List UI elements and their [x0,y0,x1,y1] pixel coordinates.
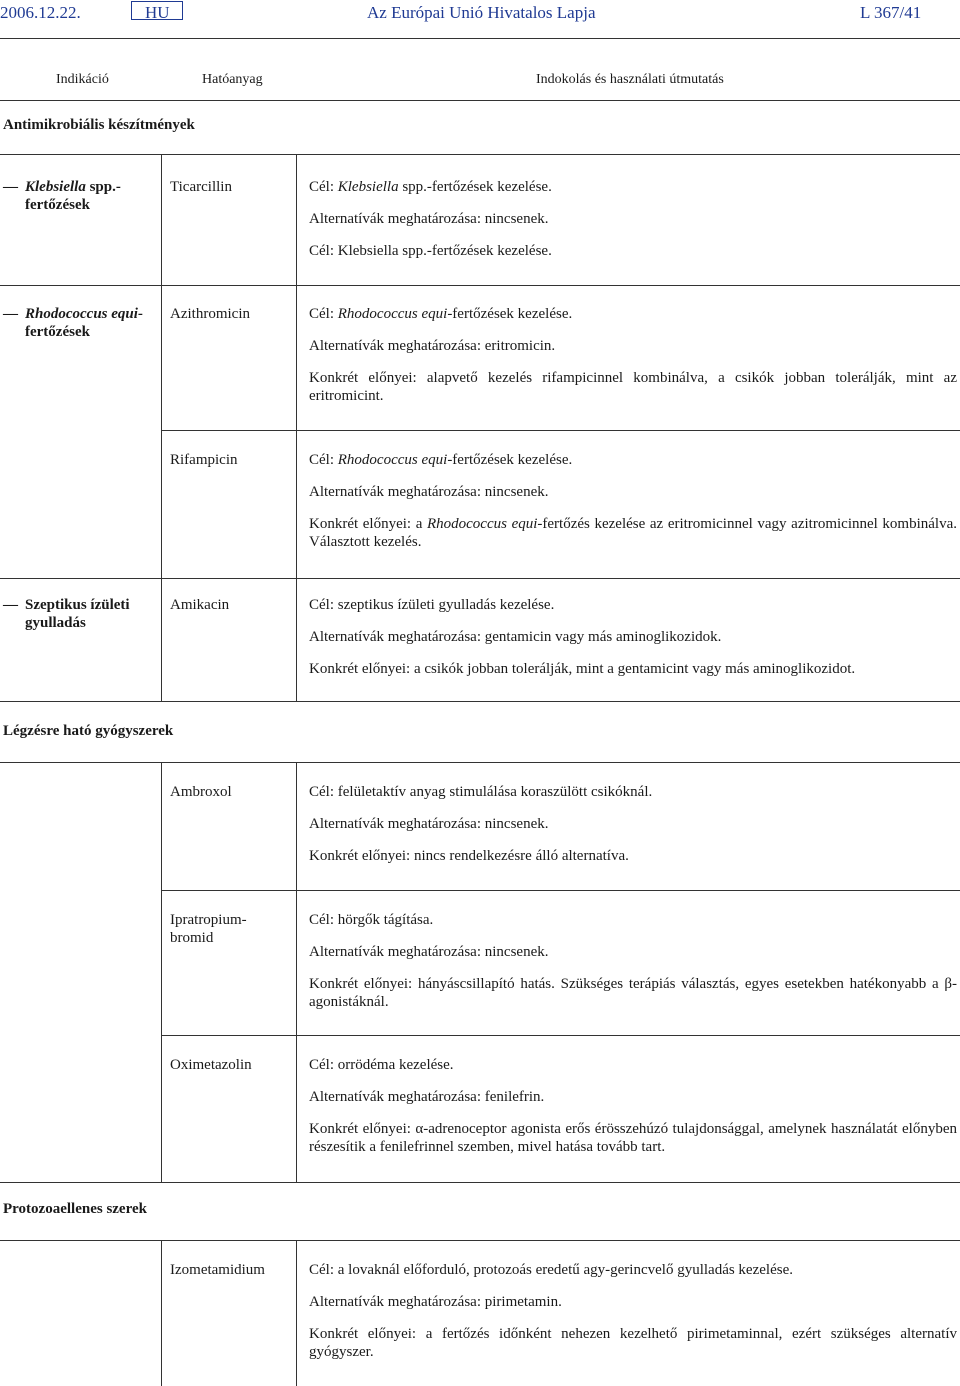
benefits-line: Konkrét előnyei: a Rhodococcus equi-fertőzés kezelése az eritromicinnel vagy azitromicinnel kombinálva. Választott kezelés. [309,516,957,550]
column-header-rule [0,100,960,101]
section-end-rule [0,701,960,702]
section-rule [0,1240,960,1241]
indication-rhodococcus-species: Rhodococcus equi [25,306,138,322]
drug-ipratropium-bromide: Ipratropium-bromid [170,912,247,946]
benefits-line: Konkrét előnyei: nincs rendelkezésre álló alternatíva. [309,848,629,864]
indication-klebsiella [3,178,153,214]
dash-mark: — [3,597,18,613]
goal-line: Cél: Rhodococcus equi-fertőzések kezelése. [309,452,573,468]
alternatives-line: Alternatívák meghatározása: nincsenek. [309,944,549,960]
goal-line: Cél: szeptikus ízületi gyulladás kezelése. [309,597,555,613]
column-divider [161,154,162,701]
row-rule [161,890,960,891]
alternatives-line: Alternatívák meghatározása: nincsenek. [309,484,549,500]
benefits-line: Konkrét előnyei: α-adrenoceptor agonista erős érösszehúzó tulajdonsággal, amelynek használatát előnyben részesítik a fenilefrinnel szemben, mivel hatása tovább tart. [309,1121,957,1155]
justification-amikacin [309,596,957,692]
alternatives-line: Alternatívák meghatározása: nincsenek. [309,211,549,227]
section-end-rule [0,1182,960,1183]
column-header-substance: Hatóanyag [202,72,263,87]
alternatives-line: Alternatívák meghatározása: gentamicin vagy más aminoglikozidok. [309,629,722,645]
indication-klebsiella-rest: spp.-fertőzések [25,179,121,213]
goal-line: Cél: hörgők tágítása. [309,912,434,928]
benefits-line: Konkrét előnyei: alapvető kezelés rifampicinnel kombinálva, a csikók jobban tolerálják, mint az eritromicint. [309,370,957,404]
section-rule [0,762,960,763]
justification-rifampicin [309,451,957,565]
column-divider [296,762,297,1182]
language-code: HU [145,3,170,22]
column-divider [161,762,162,1182]
alternatives-line: Alternatívák meghatározása: fenilefrin. [309,1089,545,1105]
drug-isometamidium: Izometamidium [170,1262,265,1278]
benefits-line: Konkrét előnyei: a csikók jobban tolerálják, mint a gentamicint vagy más aminoglikozidot. [309,661,856,677]
justification-ipratropium [309,911,957,1025]
publication-date: 2006.12.22. [0,3,81,22]
indication-septic-arthritis: — Szeptikus ízületi gyulladás [3,597,130,631]
justification-oxymetazoline [309,1056,957,1170]
row-rule [161,1035,960,1036]
drug-oxymetazoline: Oximetazolin [170,1057,252,1073]
drug-ticarcillin: Ticarcillin [170,179,232,195]
drug-azithromicin: Azithromicin [170,306,250,322]
justification-ambroxol [309,783,957,879]
section-rule [0,154,960,155]
alternatives-line: Alternatívák meghatározása: pirimetamin. [309,1294,562,1310]
section-title-antiprotozoal: Protozoaellenes szerek [3,1201,147,1217]
section-title-antimicrobial: Antimikrobiális készítmények [3,117,195,133]
goal-line: Cél: Rhodococcus equi-fertőzések kezelése. [309,306,573,322]
indication-klebsiella-genus: Klebsiella [25,179,86,195]
indication-rhodococcus [3,305,153,341]
benefits-line: Konkrét előnyei: hányáscsillapító hatás. Szükséges terápiás választás, egyes esetekben hatékonyabb a β-agonistáknál. [309,976,957,1010]
drug-rifampicin: Rifampicin [170,452,238,468]
section-title-respiratory: Légzésre ható gyógyszerek [3,723,174,739]
row-rule [0,285,960,286]
justification-azithromicin [309,305,957,419]
drug-ambroxol: Ambroxol [170,784,232,800]
goal-line: Cél: felületaktív anyag stimulálása koraszülött csikóknál. [309,784,653,800]
drug-amikacin: Amikacin [170,597,230,613]
row-rule [161,430,960,431]
justification-isometamidium [309,1261,957,1375]
column-divider [161,1240,162,1386]
goal-line-repeat: Cél: Klebsiella spp.-fertőzések kezelése. [309,243,552,259]
row-rule [0,578,960,579]
page-header [0,0,960,40]
goal-line: Cél: a lovaknál előforduló, protozoás eredetű agy-gerincvelő gyulladás kezelése. [309,1262,793,1278]
benefits-line: Konkrét előnyei: a fertőzés időnként nehezen kezelhető pirimetaminnal, ezért szükséges alternatív gyógyszer. [309,1326,957,1360]
alternatives-line: Alternatívák meghatározása: eritromicin. [309,338,556,354]
goal-line: Cél: Klebsiella spp.-fertőzések kezelése. [309,179,552,195]
indication-rhodococcus-rest: -fertőzések [25,306,143,340]
journal-title: Az Európai Unió Hivatalos Lapja [367,3,596,22]
dash-mark: — [3,179,18,195]
alternatives-line: Alternatívák meghatározása: nincsenek. [309,816,549,832]
page-number: L 367/41 [860,3,922,22]
justification-ticarcillin [309,178,957,274]
header-rule [0,38,960,39]
column-header-justification: Indokolás és használati útmutatás [536,72,724,87]
goal-line: Cél: orrödéma kezelése. [309,1057,454,1073]
dash-mark: — [3,306,18,322]
column-divider [296,154,297,701]
column-header-indication: Indikáció [56,72,109,87]
